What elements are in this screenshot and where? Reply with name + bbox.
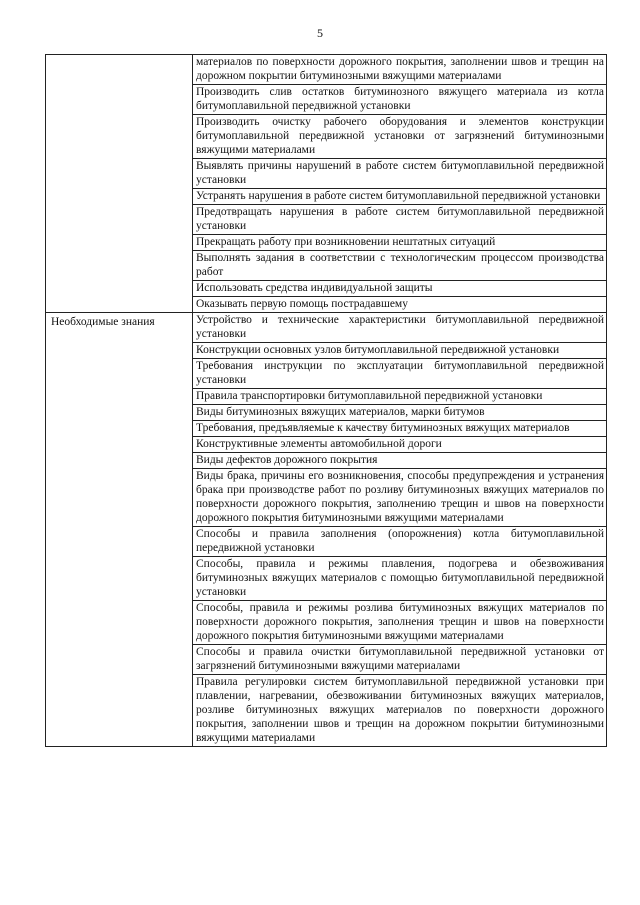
knowledge-item: Способы, правила и режимы плавления, подогрева и обезвоживания битуминозных вяжущих материалов с помощью битумоплавильной передвижной установки bbox=[193, 557, 607, 601]
knowledge-label: Необходимые знания bbox=[46, 313, 193, 747]
knowledge-item: Конструкции основных узлов битумоплавильной передвижной установки bbox=[193, 343, 607, 359]
skill-item: Устранять нарушения в работе систем битумоплавильной передвижной установки bbox=[193, 189, 607, 205]
knowledge-item: Правила регулировки систем битумоплавильной передвижной установки при плавлении, нагревании, обезвоживании битуминозных вяжущих материалов, розливе битуминозных вяжущих материалов по поверхности дорожного покрытия, заполнении швов и трещин на дорожном покрытии битуминозными вяжущими материалами bbox=[193, 675, 607, 747]
skill-item: Предотвращать нарушения в работе систем битумоплавильной передвижной установки bbox=[193, 205, 607, 235]
knowledge-item: Требования инструкции по эксплуатации битумоплавильной передвижной установки bbox=[193, 359, 607, 389]
skill-item: Производить слив остатков битуминозного вяжущего материала из котла битумоплавильной передвижной установки bbox=[193, 85, 607, 115]
skill-item: Прекращать работу при возникновении нештатных ситуаций bbox=[193, 235, 607, 251]
skill-item: Использовать средства индивидуальной защиты bbox=[193, 281, 607, 297]
knowledge-item: Конструктивные элементы автомобильной дороги bbox=[193, 437, 607, 453]
knowledge-item: Способы, правила и режимы розлива битуминозных вяжущих материалов по поверхности дорожного покрытия, заполнения трещин и швов на поверхности дорожного покрытия битуминозными вяжущими материалами bbox=[193, 601, 607, 645]
knowledge-item: Правила транспортировки битумоплавильной передвижной установки bbox=[193, 389, 607, 405]
knowledge-item: Способы и правила очистки битумоплавильной передвижной установки от загрязнений битуминозными вяжущими материалами bbox=[193, 645, 607, 675]
page-number: 5 bbox=[317, 26, 323, 40]
skill-item: Выполнять задания в соответствии с технологическим процессом производства работ bbox=[193, 251, 607, 281]
knowledge-item: Виды брака, причины его возникновения, способы предупреждения и устранения брака при производстве работ по розливу битуминозных вяжущих материалов по поверхности дорожного покрытия, заполнению трещин и швов на поверхности дорожного покрытия битуминозными вяжущими материалами bbox=[193, 469, 607, 527]
knowledge-item: Устройство и технические характеристики битумоплавильной передвижной установки bbox=[193, 313, 607, 343]
skill-item: Производить очистку рабочего оборудования и элементов конструкции битумоплавильной передвижной установки от загрязнений битуминозными вяжущими материалами bbox=[193, 115, 607, 159]
skills-label-cell bbox=[46, 55, 193, 313]
skill-item: материалов по поверхности дорожного покрытия, заполнении швов и трещин на дорожном покрытии битуминозными вяжущими материалами bbox=[193, 55, 607, 85]
knowledge-item: Виды дефектов дорожного покрытия bbox=[193, 453, 607, 469]
table-row bbox=[46, 55, 607, 85]
competency-table bbox=[45, 54, 607, 747]
knowledge-item: Требования, предъявляемые к качеству битуминозных вяжущих материалов bbox=[193, 421, 607, 437]
knowledge-item: Виды битуминозных вяжущих материалов, марки битумов bbox=[193, 405, 607, 421]
skill-item: Оказывать первую помощь пострадавшему bbox=[193, 297, 607, 313]
skill-item: Выявлять причины нарушений в работе систем битумоплавильной передвижной установки bbox=[193, 159, 607, 189]
table-row bbox=[46, 313, 607, 343]
knowledge-item: Способы и правила заполнения (опорожнения) котла битумоплавильной передвижной установки bbox=[193, 527, 607, 557]
